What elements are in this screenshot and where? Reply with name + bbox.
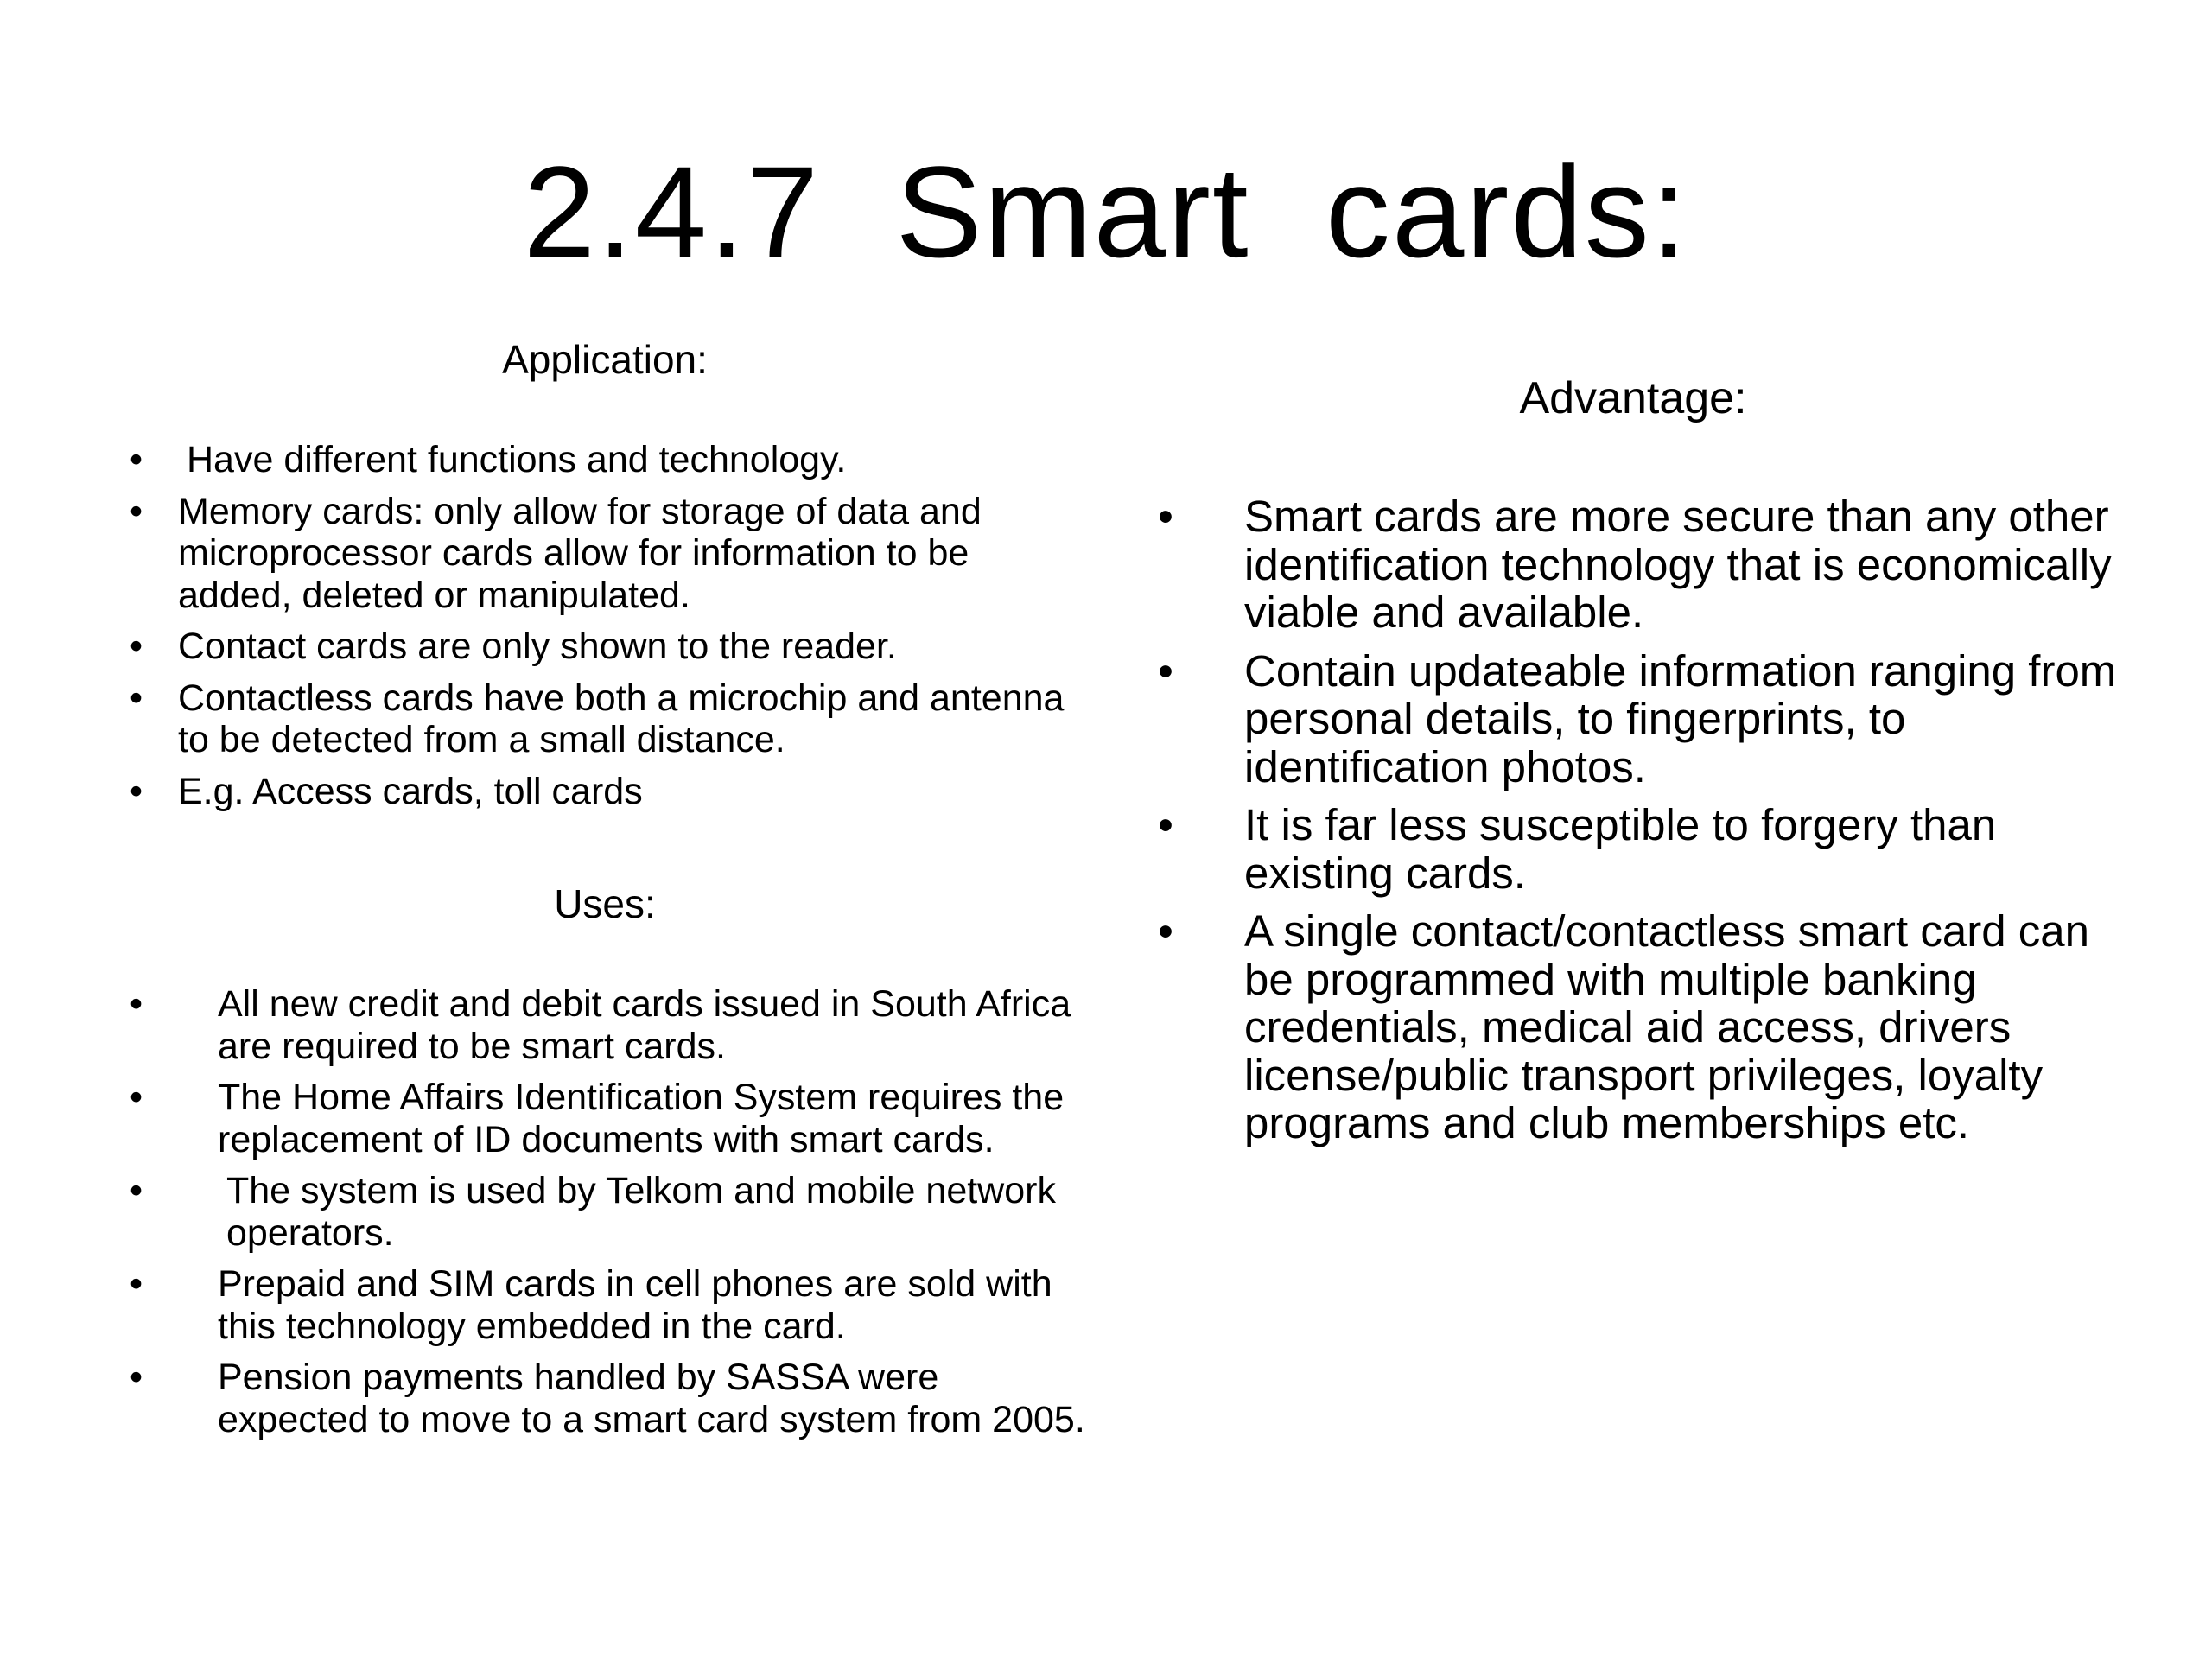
bullet-icon: • bbox=[130, 1357, 143, 1398]
list-item-text: It is far less susceptible to forgery than existing cards. bbox=[1244, 800, 1997, 898]
uses-list bbox=[130, 983, 1089, 1450]
bullet-icon: • bbox=[130, 770, 143, 812]
application-heading: Application: bbox=[502, 337, 708, 382]
list-item-text: Smart cards are more secure than any other identification technology that is economically viable and available. bbox=[1244, 492, 2112, 637]
advantage-heading: Advantage: bbox=[1519, 373, 1747, 423]
bullet-icon: • bbox=[130, 677, 143, 719]
bullet-icon: • bbox=[130, 626, 143, 667]
bullet-icon: • bbox=[1158, 906, 1173, 956]
list-item bbox=[130, 1357, 1089, 1440]
advantage-list bbox=[1158, 493, 2126, 1158]
uses-heading: Uses: bbox=[554, 881, 656, 926]
list-item-text: Pension payments handled by SASSA were expected to move to a smart card system from 2005. bbox=[218, 1357, 1085, 1440]
bullet-icon: • bbox=[130, 983, 143, 1025]
bullet-icon: • bbox=[1158, 492, 1173, 541]
bullet-icon: • bbox=[130, 439, 143, 480]
list-item bbox=[130, 626, 1089, 668]
bullet-icon: • bbox=[1158, 800, 1173, 849]
bullet-icon: • bbox=[130, 1077, 143, 1118]
list-item-text: E.g. Access cards, toll cards bbox=[178, 770, 643, 812]
list-item bbox=[1158, 801, 2126, 897]
list-item-text: Have different functions and technology. bbox=[187, 439, 847, 480]
list-item-text: Memory cards: only allow for storage of data and microprocessor cards allow for information to be added, deleted or manipulated. bbox=[178, 490, 982, 616]
list-item bbox=[130, 1170, 1089, 1254]
list-item bbox=[130, 771, 1089, 813]
list-item bbox=[1158, 493, 2126, 637]
slide-title: 2.4.7 Smart cards: bbox=[523, 139, 1689, 284]
list-item-text: A single contact/contactless smart card can be programmed with multiple banking credentials, medical aid access, drivers license/public transport privileges, loyalty programs and club memberships etc. bbox=[1244, 906, 2089, 1147]
list-item-text: The system is used by Telkom and mobile network operators. bbox=[226, 1170, 1056, 1254]
list-item bbox=[130, 1263, 1089, 1347]
list-item bbox=[1158, 647, 2126, 791]
bullet-icon: • bbox=[130, 490, 143, 532]
list-item-text: Contain updateable information ranging from personal details, to fingerprints, to identification photos. bbox=[1244, 645, 2117, 791]
list-item bbox=[1158, 907, 2126, 1147]
list-item-text: All new credit and debit cards issued in South Africa are required to be smart cards. bbox=[218, 983, 1071, 1067]
list-item bbox=[130, 439, 1089, 481]
list-item bbox=[130, 677, 1089, 761]
list-item-text: Prepaid and SIM cards in cell phones are sold with this technology embedded in the card. bbox=[218, 1263, 1052, 1347]
list-item bbox=[130, 491, 1089, 617]
bullet-icon: • bbox=[130, 1170, 143, 1211]
application-list bbox=[130, 439, 1089, 822]
list-item bbox=[130, 983, 1089, 1067]
bullet-icon: • bbox=[1158, 645, 1173, 696]
bullet-icon: • bbox=[130, 1263, 143, 1305]
list-item bbox=[130, 1077, 1089, 1160]
list-item-text: The Home Affairs Identification System requires the replacement of ID documents with smart cards. bbox=[218, 1077, 1065, 1160]
list-item-text: Contact cards are only shown to the reader. bbox=[178, 626, 897, 667]
list-item-text: Contactless cards have both a microchip and antenna to be detected from a small distance. bbox=[178, 677, 1065, 760]
